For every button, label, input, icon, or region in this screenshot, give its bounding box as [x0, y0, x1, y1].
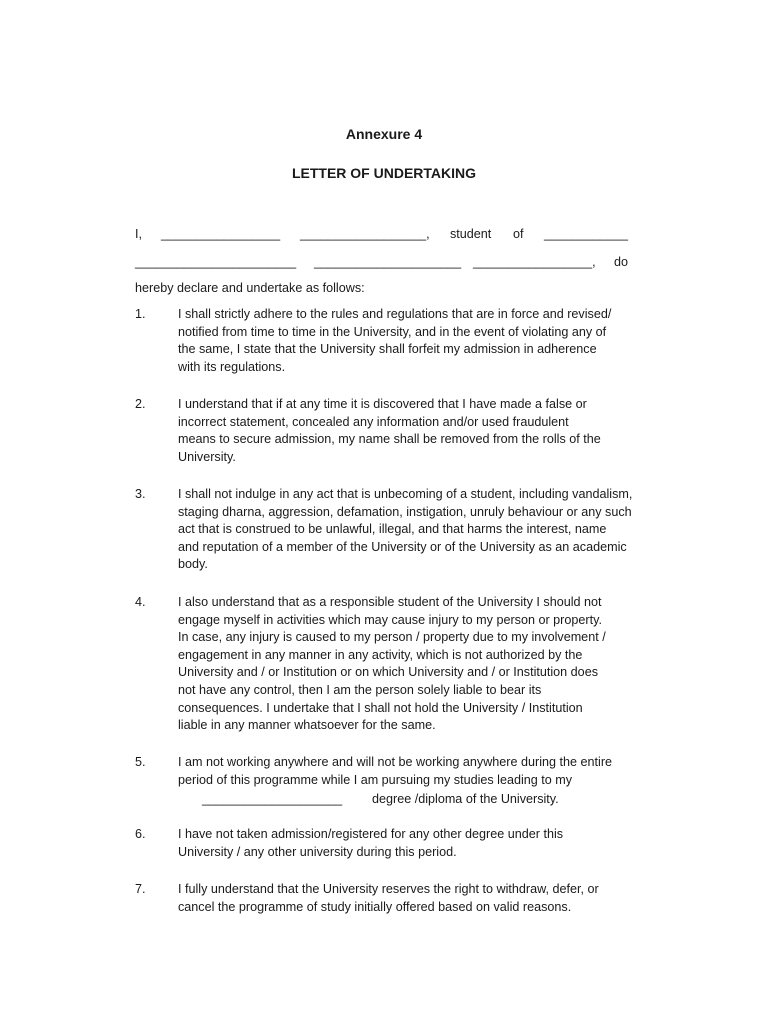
- item-line: University and / or Institution or on which University and / or Institution does: [178, 665, 598, 680]
- item-text: [178, 826, 631, 861]
- item-line: In case, any injury is caused to my person / property due to my involvement /: [178, 630, 606, 645]
- item-text: [178, 594, 631, 735]
- name-blank-first: _________________: [161, 227, 281, 241]
- item-line: University.: [178, 449, 236, 464]
- degree-blank: ____________________: [202, 792, 343, 806]
- item-text: [178, 881, 631, 916]
- item-line: I shall strictly adhere to the rules and regulations that are in force and revised/: [178, 307, 612, 321]
- item-number: 7.: [135, 882, 146, 896]
- item-line: engagement in any manner in any activity, which is not authorized by the: [178, 647, 583, 662]
- item-line: liable in any manner whatsoever for the same.: [178, 718, 436, 733]
- declaration-of-word: of: [513, 227, 524, 241]
- item-line: I shall not indulge in any act that is unbecoming of a student, including vandalism,: [178, 487, 633, 501]
- item-line: I also understand that as a responsible student of the University I should not: [178, 595, 602, 609]
- item-text: [178, 306, 631, 376]
- address-blank-2: _____________________: [314, 255, 462, 269]
- item-line: engage myself in activities which may cause injury to my person or property.: [178, 612, 602, 627]
- address-blank-1: _______________________: [135, 255, 297, 269]
- item-number: 6.: [135, 827, 146, 841]
- declaration-i-label: I,: [135, 227, 142, 241]
- item-number: 4.: [135, 595, 146, 609]
- item-line: cancel the programme of study initially offered based on valid reasons.: [178, 899, 572, 914]
- item-text: [178, 396, 631, 466]
- item-line: body.: [178, 557, 208, 572]
- item-line: consequences. I undertake that I shall not hold the University / Institution: [178, 700, 583, 715]
- address-blank-3: _________________,: [473, 255, 596, 269]
- item-line: not have any control, then I am the person solely liable to bear its: [178, 682, 542, 697]
- item-text: [178, 486, 631, 574]
- item-line: the same, I state that the University shall forfeit my admission in adherence: [178, 342, 597, 357]
- institution-blank: ____________: [544, 227, 629, 241]
- item-number: 5.: [135, 755, 146, 769]
- document-title: LETTER OF UNDERTAKING: [291, 165, 477, 181]
- name-blank-last: __________________,: [300, 227, 430, 241]
- item-line: and reputation of a member of the University or of the University as an academic: [178, 539, 627, 554]
- item-number: 1.: [135, 307, 146, 321]
- item-line: notified from time to time in the University, and in the event of violating any of: [178, 324, 607, 339]
- item-line: period of this programme while I am pursuing my studies leading to my: [178, 772, 573, 787]
- item-line: University / any other university during this period.: [178, 844, 457, 859]
- declaration-intro: hereby declare and undertake as follows:: [135, 281, 365, 295]
- degree-tail: degree /diploma of the University.: [372, 792, 559, 806]
- item-line: I fully understand that the University reserves the right to withdraw, defer, or: [178, 882, 599, 896]
- item-line: with its regulations.: [178, 359, 286, 374]
- declaration-student-word: student: [450, 227, 492, 241]
- item-number: 3.: [135, 487, 146, 501]
- item-line: incorrect statement, concealed any information and/or used fraudulent: [178, 414, 569, 429]
- declaration-do-word: do: [614, 255, 629, 269]
- annexure-heading: Annexure 4: [345, 126, 423, 142]
- item-text: [178, 754, 631, 789]
- item-line: means to secure admission, my name shall be removed from the rolls of the: [178, 432, 601, 447]
- item-number: 2.: [135, 397, 146, 411]
- item-line: I have not taken admission/registered for any other degree under this: [178, 827, 564, 841]
- item-line: I understand that if at any time it is discovered that I have made a false or: [178, 397, 587, 411]
- item-line: staging dharna, aggression, defamation, instigation, unruly behaviour or any such: [178, 504, 632, 519]
- item-line: I am not working anywhere and will not be working anywhere during the entire: [178, 755, 613, 769]
- item-line: act that is construed to be unlawful, illegal, and that harms the interest, name: [178, 522, 607, 537]
